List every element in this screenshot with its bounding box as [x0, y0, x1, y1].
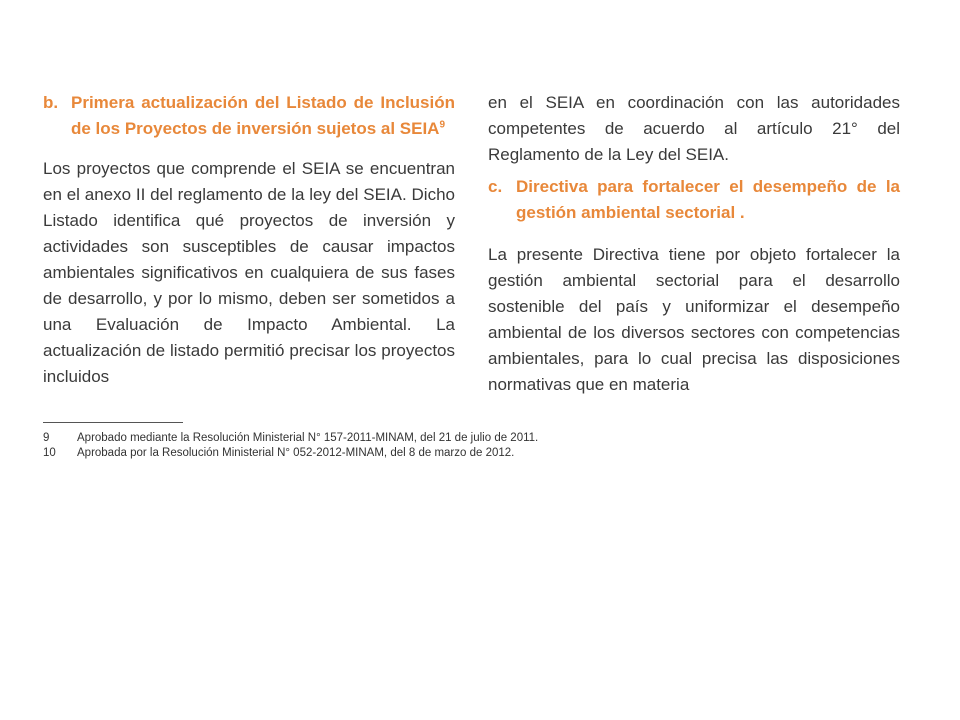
section-c-title: Directiva para fortalecer el desempeño de la gestión ambiental sectorial .	[516, 177, 900, 222]
section-b-title: Primera actualización del Listado de Inclusión de los Proyectos de inversión sujetos al SEIA	[71, 93, 455, 138]
section-c-paragraph: La presente Directiva tiene por objeto fortalecer la gestión ambiental sectorial para el desarrollo sostenible del país y uniformizar el desempeño ambiental de los diversos sectores con competencias ambientales, para lo cual precisa las disposiciones normativas que en materia	[488, 245, 900, 394]
section-b-heading	[43, 90, 455, 142]
section-b-marker: b.	[43, 93, 59, 112]
right-column	[488, 90, 900, 398]
footnote-number: 9	[43, 432, 50, 444]
footnote-ref-9: 9	[439, 119, 446, 131]
footnote-text: Aprobado mediante la Resolución Ministerial N° 157-2011-MINAM, del 21 de julio de 2011.	[77, 432, 539, 444]
footnote-item	[43, 446, 538, 461]
section-c-marker: c.	[488, 177, 503, 196]
section-b-paragraph: Los proyectos que comprende el SEIA se encuentran en el anexo II del reglamento de la ley del SEIA. Dicho Listado identifica qué proyectos de inversión y actividades son susceptibles de causar impactos ambientales significativos en cualquiera de sus fases de desarrollo, y por lo mismo, deben ser sometidos a una Evaluación de Impacto Ambiental. La actualización de listado permitió precisar los proyectos incluidos	[43, 159, 455, 386]
left-column	[43, 90, 455, 390]
footnote-separator	[43, 422, 183, 423]
footnote-item	[43, 431, 538, 446]
footnotes	[43, 431, 538, 461]
continued-paragraph: en el SEIA en coordinación con las autoridades competentes de acuerdo al artículo 21° del Reglamento de la Ley del SEIA.	[488, 93, 900, 164]
footnote-number: 10	[43, 447, 56, 459]
section-c-heading	[488, 174, 900, 226]
footnote-text: Aprobada por la Resolución Ministerial N° 052-2012-MINAM, del 8 de marzo de 2012.	[77, 447, 515, 459]
